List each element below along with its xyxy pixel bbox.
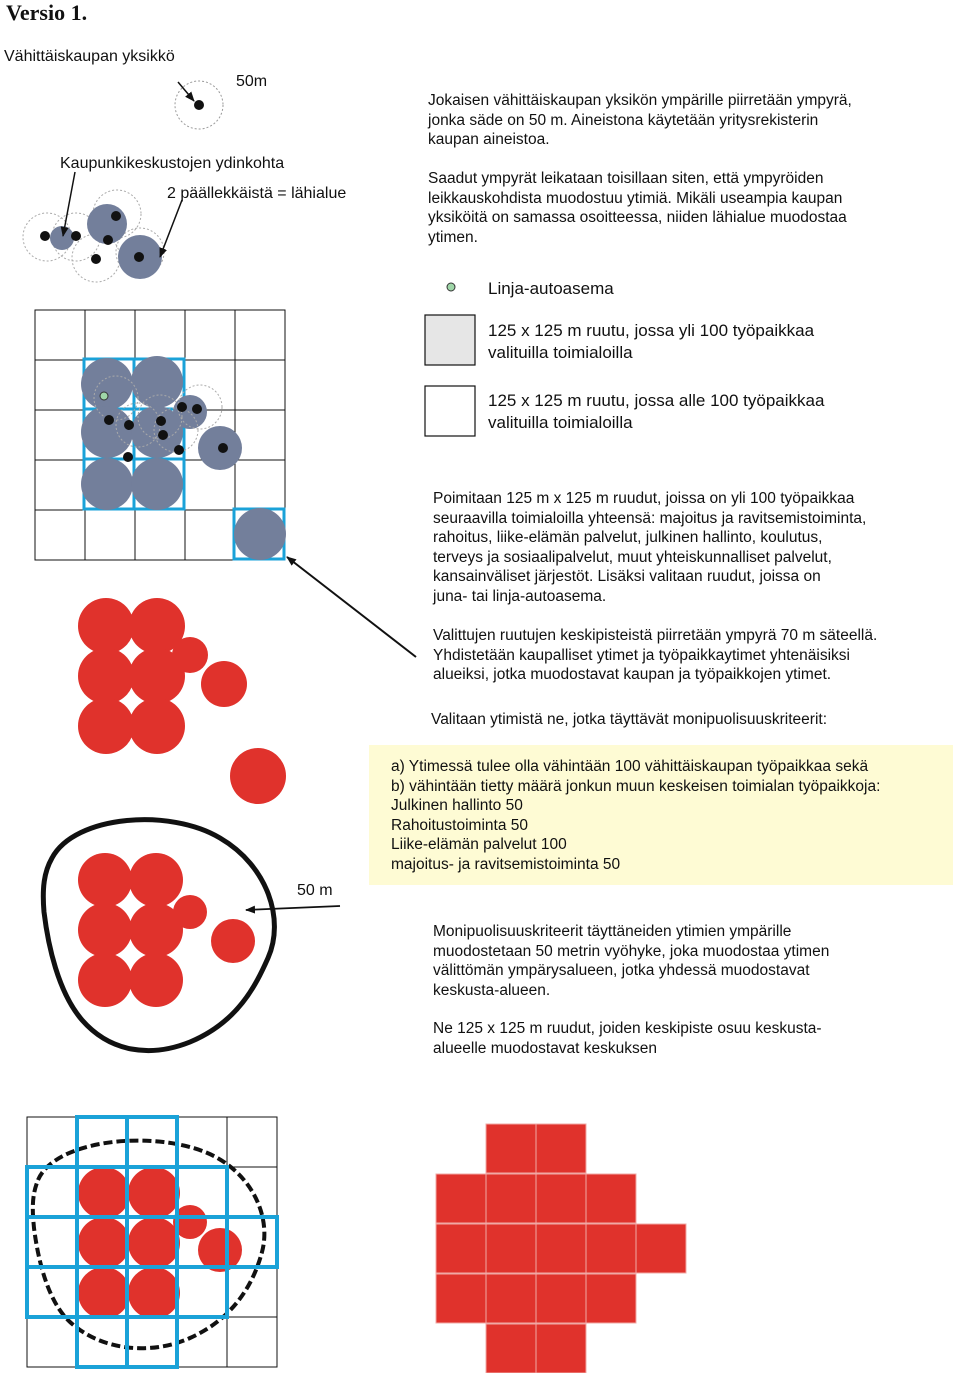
retail-unit-dot	[71, 231, 81, 241]
legend-over-100-label: 125 x 125 m ruutu, jossa yli 100 työpaikkaa valituilla toimialoilla	[488, 321, 815, 362]
grid-cell	[35, 410, 85, 460]
criteria-list: a) Ytimessä tulee olla vähintään 100 vähittäiskaupan työpaikkaa sekä b) vähintään tietty määrä jonkun muun keskeisen toimialan työpaikkoja: Julkinen hallinto 50 Rahoitustoiminta 50 Liike-elämän palvelut 100 majoitus- ja ravitsemistoiminta 50	[391, 758, 881, 873]
centre-square	[436, 1274, 486, 1323]
overlap-label: 2 päällekkäistä = lähialue	[167, 185, 347, 202]
grid-cell	[85, 510, 135, 560]
centre-square	[486, 1324, 536, 1373]
centre-square	[636, 1224, 686, 1273]
paragraph-retail-circles: Jokaisen vähittäiskaupan yksikön ympärille piirretään ympyrä, jonka säde on 50 m. Aineistona käytetään yritysrekisterin kaupan aineistoa.	[428, 92, 852, 148]
centre-square	[436, 1224, 486, 1273]
core-circle	[234, 508, 286, 560]
red-core-circle	[78, 953, 132, 1007]
centre-square	[486, 1224, 536, 1273]
red-core-circle	[78, 698, 134, 754]
centre-square	[586, 1174, 636, 1223]
retail-unit-dot	[177, 402, 187, 412]
core-point-arrow	[63, 172, 75, 236]
grid-cell	[235, 310, 285, 360]
grid-cell	[235, 360, 285, 410]
grid-cell	[35, 310, 85, 360]
bus-station-icon	[447, 283, 455, 291]
grid-cell	[35, 460, 85, 510]
retail-unit-label: Vähittäiskaupan yksikkö	[4, 48, 175, 65]
retail-unit-dot	[103, 235, 113, 245]
centre-square	[586, 1224, 636, 1273]
grid-cell	[227, 1317, 277, 1367]
retail-unit-dot	[134, 252, 144, 262]
red-core-circle	[78, 648, 134, 704]
retail-unit-dot	[124, 420, 134, 430]
grid-cell	[227, 1167, 277, 1217]
paragraph-grid-selection: Poimitaan 125 m x 125 m ruudut, joissa on yli 100 työpaikkaa seuraavilla toimialoilla yhteensä: majoitus ja ravitsemistoiminta, rahoitus, liike-elämän palvelut, julkinen hallinto, koulutus, terveys ja sosiaalipalvelut, muut yhteiskunnalliset palvelut, kansainväliset järjestöt. Lisäksi valitaan ruudut, joissa on juna- tai linja-autoasema.	[433, 490, 867, 605]
retail-unit-dot	[158, 430, 168, 440]
red-core-circle	[78, 1167, 130, 1219]
retail-unit-dot	[111, 211, 121, 221]
grid-cell	[27, 1117, 77, 1167]
red-core-circle	[128, 1217, 180, 1269]
centre-square	[486, 1124, 536, 1173]
paragraph-buffer-zone: Monipuolisuuskriteerit täyttäneiden ytimien ympärille muodostetaan 50 metrin vyöhyke, joka muodostaa ytimen välittömän ympärysalueen, jotka yhdessä muodostavat keskusta-alueen.	[433, 923, 830, 999]
buffered-cores	[78, 853, 255, 1007]
red-core-circle	[211, 919, 255, 963]
red-core-circle	[129, 853, 183, 907]
grid-cell	[85, 310, 135, 360]
radius-label: 50m	[236, 73, 268, 90]
centre-square	[536, 1274, 586, 1323]
red-core-circle	[78, 1217, 130, 1269]
centre-square	[536, 1224, 586, 1273]
radius-arrow	[178, 82, 194, 101]
retail-unit-dot	[192, 404, 202, 414]
paragraph-core-intersection: Saadut ympyrät leikataan toisillaan siten, että ympyröiden leikkauskohdista muodostuu ytimiä. Mikäli useampia kaupan yksiköitä on samassa osoitteessa, niiden lähialue muodostaa ytimen.	[428, 170, 847, 246]
retail-unit-dot	[194, 100, 204, 110]
grid-arrow	[287, 557, 416, 657]
centre-square	[536, 1124, 586, 1173]
retail-unit-dot	[104, 415, 114, 425]
retail-unit-dot	[123, 452, 133, 462]
grid-cell	[135, 510, 185, 560]
overlap-arrow	[160, 200, 182, 257]
retail-core-cluster	[23, 190, 164, 282]
grid-cell	[227, 1117, 277, 1167]
grid-cell	[185, 510, 235, 560]
grid-cell	[35, 510, 85, 560]
legend-under-100-label: 125 x 125 m ruutu, jossa alle 100 työpaikkaa valituilla toimialoilla	[488, 391, 825, 432]
grid-cell	[177, 1317, 227, 1367]
grid-cell	[185, 310, 235, 360]
combined-cores	[78, 598, 286, 804]
red-core-circle	[78, 598, 134, 654]
red-core-circle	[230, 748, 286, 804]
grid-cell	[135, 310, 185, 360]
centre-square	[536, 1174, 586, 1223]
centre-square	[486, 1274, 536, 1323]
grid-cell	[35, 360, 85, 410]
red-core-circle	[129, 953, 183, 1007]
grid-cell	[235, 410, 285, 460]
final-centre	[436, 1124, 686, 1373]
core-circle	[81, 458, 133, 510]
centre-square	[586, 1274, 636, 1323]
red-core-circle	[172, 637, 208, 673]
red-core-circle	[78, 903, 132, 957]
centre-square	[536, 1324, 586, 1373]
red-core-circle	[201, 661, 247, 707]
retail-unit-dot	[156, 416, 166, 426]
core-circle	[81, 406, 133, 458]
centre-square	[436, 1174, 486, 1223]
centre-core-label: Kaupunkikeskustojen ydinkohta	[60, 155, 285, 172]
legend-under-100-swatch	[425, 386, 475, 436]
page-title: Versio 1.	[6, 0, 88, 25]
retail-unit-dot	[218, 443, 228, 453]
red-core-circle	[173, 895, 207, 929]
grid-cell	[235, 460, 285, 510]
core-circle	[131, 356, 183, 408]
paragraph-70m-circles: Valittujen ruutujen keskipisteistä piirretään ympyrä 70 m säteellä. Yhdistetään kaupalliset ytimet ja työpaikkaytimet yhtenäisiksi alueiksi, jotka muodostavat kaupan ja työpaikkojen ytimet.	[433, 627, 878, 683]
retail-unit-dot	[91, 254, 101, 264]
paragraph-criteria-intro: Valitaan ytimistä ne, jotka täyttävät monipuolisuuskriteerit:	[431, 711, 828, 728]
core-circle	[131, 458, 183, 510]
red-core-circle	[128, 1167, 180, 1219]
retail-unit-dot	[40, 231, 50, 241]
legend-bus-station-label: Linja-autoasema	[488, 279, 614, 298]
grid-cell	[27, 1317, 77, 1367]
centre-square	[486, 1174, 536, 1223]
red-core-circle	[78, 853, 132, 907]
retail-unit-dot	[174, 445, 184, 455]
grid-cell	[177, 1267, 227, 1317]
core-circle	[50, 226, 74, 250]
red-core-circle	[78, 1267, 130, 1319]
buffer-arrow	[246, 906, 340, 910]
grid-cell	[127, 1317, 177, 1367]
paragraph-centre-grid: Ne 125 x 125 m ruudut, joiden keskipiste osuu keskusta- alueelle muodostavat keskuksen	[433, 1020, 822, 1057]
legend-over-100-swatch	[425, 315, 475, 365]
bus-station-icon	[100, 392, 108, 400]
red-core-circle	[128, 1267, 180, 1319]
core-circle	[81, 358, 133, 410]
core-circle	[173, 395, 207, 429]
red-core-circle	[129, 698, 185, 754]
buffer-label: 50 m	[297, 882, 333, 899]
